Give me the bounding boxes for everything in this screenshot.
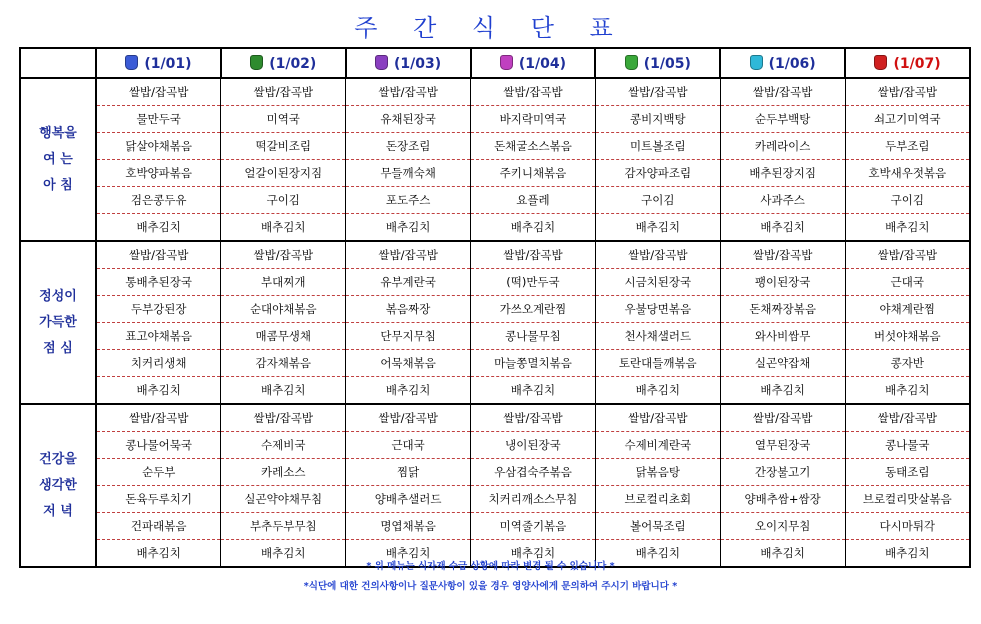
menu-item: 실곤약야채무침 <box>221 486 346 513</box>
menu-item: 바지락미역국 <box>471 106 596 133</box>
menu-item: 구이김 <box>221 187 346 214</box>
day-header-4 <box>471 48 596 78</box>
menu-row <box>20 214 970 242</box>
meal-label <box>20 241 96 404</box>
header-corner-cell <box>20 48 96 78</box>
meal-label-line: 점 심 <box>43 340 73 356</box>
menu-item: 간장불고기 <box>720 459 845 486</box>
menu-item: 치커리깨소스무침 <box>471 486 596 513</box>
menu-row <box>20 160 970 187</box>
day-header-3 <box>346 48 471 78</box>
menu-item: 배추김치 <box>96 214 221 242</box>
menu-item: 쌀밥/잡곡밥 <box>471 404 596 432</box>
menu-item: 수제비국 <box>221 432 346 459</box>
menu-item: 구이김 <box>845 187 970 214</box>
menu-item: 미트볼조림 <box>595 133 720 160</box>
menu-item: 어묵채볶음 <box>346 350 471 377</box>
menu-item: 브로컬리맛살볶음 <box>845 486 970 513</box>
menu-item: 유부계란국 <box>346 269 471 296</box>
menu-item: 배추김치 <box>845 377 970 405</box>
menu-item: 단무지무침 <box>346 323 471 350</box>
menu-item: 근대국 <box>346 432 471 459</box>
menu-item: 열무된장국 <box>720 432 845 459</box>
meal-label-line: 아 침 <box>43 177 73 193</box>
menu-item: 브로컬리초회 <box>595 486 720 513</box>
menu-item: 냉이된장국 <box>471 432 596 459</box>
menu-item: 돈채굴소스볶음 <box>471 133 596 160</box>
menu-item: 볶음짜장 <box>346 296 471 323</box>
menu-body <box>20 78 970 567</box>
menu-item: 배추된장지짐 <box>720 160 845 187</box>
notice-change: * 위 메뉴는 식자재 수급 상황에 따라 변경 될 수 있습니다 * <box>366 561 615 572</box>
meal-label-line: 가득한 <box>39 314 77 330</box>
menu-item: 돈채짜장볶음 <box>720 296 845 323</box>
menu-item: 실곤약잡채 <box>720 350 845 377</box>
menu-row <box>20 78 970 106</box>
menu-item: 쌀밥/잡곡밥 <box>471 78 596 106</box>
day-header-1 <box>96 48 221 78</box>
menu-row <box>20 513 970 540</box>
menu-item: 콩자반 <box>845 350 970 377</box>
menu-item: 두부강된장 <box>96 296 221 323</box>
menu-item: 돈육두루치기 <box>96 486 221 513</box>
menu-item: 유채된장국 <box>346 106 471 133</box>
menu-row <box>20 377 970 405</box>
menu-item: 야채계란찜 <box>845 296 970 323</box>
menu-item: 배추김치 <box>471 214 596 242</box>
menu-item: 콩비지백탕 <box>595 106 720 133</box>
menu-item: 우삼겹숙주볶음 <box>471 459 596 486</box>
menu-item: 배추김치 <box>346 214 471 242</box>
menu-item: 팽이된장국 <box>720 269 845 296</box>
day-icon <box>625 55 638 70</box>
menu-item: 배추김치 <box>595 214 720 242</box>
menu-item: 천사채샐러드 <box>595 323 720 350</box>
menu-item: 표고야채볶음 <box>96 323 221 350</box>
menu-item: 통배추된장국 <box>96 269 221 296</box>
menu-item: 배추김치 <box>471 377 596 405</box>
menu-item: 양배추샐러드 <box>346 486 471 513</box>
menu-item: 명엽채볶음 <box>346 513 471 540</box>
menu-item: 포도주스 <box>346 187 471 214</box>
menu-item: 배추김치 <box>221 540 346 568</box>
menu-item: 배추김치 <box>595 377 720 405</box>
menu-item: 오이지무침 <box>720 513 845 540</box>
menu-item: 콩나물무침 <box>471 323 596 350</box>
menu-item: 쌀밥/잡곡밥 <box>221 404 346 432</box>
menu-item: 검은콩두유 <box>96 187 221 214</box>
menu-item: 카레소스 <box>221 459 346 486</box>
menu-item: 떡갈비조림 <box>221 133 346 160</box>
day-icon <box>750 55 763 70</box>
menu-item: 배추김치 <box>845 214 970 242</box>
menu-item: 우불당면볶음 <box>595 296 720 323</box>
menu-item: 물만두국 <box>96 106 221 133</box>
menu-item: 쌀밥/잡곡밥 <box>845 78 970 106</box>
day-header-2 <box>221 48 346 78</box>
day-date: (1/02) <box>269 55 317 72</box>
menu-item: 쌀밥/잡곡밥 <box>96 404 221 432</box>
menu-item: 와사비쌈무 <box>720 323 845 350</box>
menu-item: 호박양파볶음 <box>96 160 221 187</box>
menu-item: 배추김치 <box>346 540 471 568</box>
menu-item: 쌀밥/잡곡밥 <box>346 78 471 106</box>
page-title: 주 간 식 단 표 <box>354 14 627 42</box>
menu-item: 쌀밥/잡곡밥 <box>346 404 471 432</box>
menu-item: 배추김치 <box>471 540 596 568</box>
menu-item: 배추김치 <box>221 214 346 242</box>
menu-item: 배추김치 <box>595 540 720 568</box>
menu-item: (떡)만두국 <box>471 269 596 296</box>
menu-item: 닭볶음탕 <box>595 459 720 486</box>
menu-item: 쌀밥/잡곡밥 <box>96 241 221 269</box>
menu-item: 쌀밥/잡곡밥 <box>595 241 720 269</box>
menu-item: 배추김치 <box>221 377 346 405</box>
day-date: (1/06) <box>768 55 816 72</box>
day-icon <box>125 55 138 70</box>
day-icon <box>250 55 263 70</box>
meal-label-line: 저 녁 <box>43 503 73 519</box>
menu-item: 쌀밥/잡곡밥 <box>471 241 596 269</box>
menu-item: 건파래볶음 <box>96 513 221 540</box>
menu-row <box>20 133 970 160</box>
menu-item: 쌀밥/잡곡밥 <box>845 404 970 432</box>
menu-item: 미역국 <box>221 106 346 133</box>
menu-item: 미역줄기볶음 <box>471 513 596 540</box>
menu-item: 사과주스 <box>720 187 845 214</box>
menu-item: 쌀밥/잡곡밥 <box>595 404 720 432</box>
menu-item: 쌀밥/잡곡밥 <box>221 241 346 269</box>
menu-item: 버섯야채볶음 <box>845 323 970 350</box>
day-header-5 <box>595 48 720 78</box>
menu-item: 시금치된장국 <box>595 269 720 296</box>
menu-item: 쌀밥/잡곡밥 <box>845 241 970 269</box>
menu-item: 콩나물어묵국 <box>96 432 221 459</box>
menu-item: 배추김치 <box>96 377 221 405</box>
meal-label-line: 생각한 <box>39 477 77 493</box>
menu-row <box>20 241 970 269</box>
menu-item: 감자양파조림 <box>595 160 720 187</box>
menu-item: 요플레 <box>471 187 596 214</box>
day-header-7 <box>845 48 970 78</box>
day-date: (1/05) <box>643 55 691 72</box>
day-icon <box>375 55 388 70</box>
day-date: (1/01) <box>144 55 192 72</box>
menu-item: 배추김치 <box>346 377 471 405</box>
day-date: (1/04) <box>518 55 567 72</box>
menu-item: 근대국 <box>845 269 970 296</box>
menu-row <box>20 323 970 350</box>
menu-item: 콩나물국 <box>845 432 970 459</box>
menu-item: 두부조림 <box>845 133 970 160</box>
menu-item: 쌀밥/잡곡밥 <box>720 241 845 269</box>
menu-item: 돈장조림 <box>346 133 471 160</box>
day-icon <box>874 55 887 70</box>
notice-contact: *식단에 대한 건의사항이나 질문사항이 있을 경우 영양사에게 문의하여 주시기 바랍니다 * <box>303 581 678 592</box>
menu-item: 쌀밥/잡곡밥 <box>96 78 221 106</box>
menu-item: 수제비계란국 <box>595 432 720 459</box>
menu-item: 배추김치 <box>720 377 845 405</box>
menu-item: 쇠고기미역국 <box>845 106 970 133</box>
day-icon <box>500 55 513 70</box>
meal-label-line: 여 는 <box>43 151 73 167</box>
menu-row <box>20 187 970 214</box>
menu-item: 마늘쫑멸치볶음 <box>471 350 596 377</box>
weekly-menu-table <box>19 47 971 568</box>
menu-item: 감자채볶음 <box>221 350 346 377</box>
meal-label <box>20 78 96 241</box>
menu-row <box>20 350 970 377</box>
menu-item: 닭살야채볶음 <box>96 133 221 160</box>
menu-item: 찜닭 <box>346 459 471 486</box>
day-header-6 <box>720 48 845 78</box>
day-date: (1/03) <box>394 55 442 72</box>
menu-row <box>20 269 970 296</box>
meal-label-line: 건강을 <box>39 451 77 467</box>
menu-item: 쌀밥/잡곡밥 <box>221 78 346 106</box>
menu-item: 양배추쌈+쌈장 <box>720 486 845 513</box>
menu-item: 부추두부무침 <box>221 513 346 540</box>
menu-item: 치커리생채 <box>96 350 221 377</box>
menu-item: 순두부 <box>96 459 221 486</box>
menu-item: 볼어묵조림 <box>595 513 720 540</box>
menu-row <box>20 404 970 432</box>
menu-item: 배추김치 <box>845 540 970 568</box>
meal-label-line: 행복을 <box>39 125 77 141</box>
menu-item: 쌀밥/잡곡밥 <box>346 241 471 269</box>
menu-item: 쌀밥/잡곡밥 <box>720 78 845 106</box>
header-row <box>20 48 970 78</box>
menu-item: 순대야채볶음 <box>221 296 346 323</box>
menu-item: 매콤무생채 <box>221 323 346 350</box>
menu-item: 주키니채볶음 <box>471 160 596 187</box>
menu-row <box>20 486 970 513</box>
menu-item: 토란대들깨볶음 <box>595 350 720 377</box>
menu-item: 쌀밥/잡곡밥 <box>595 78 720 106</box>
menu-row <box>20 296 970 323</box>
meal-label-line: 정성이 <box>39 288 77 304</box>
menu-item: 무들깨숙채 <box>346 160 471 187</box>
day-date: (1/07) <box>893 55 941 72</box>
menu-item: 부대찌개 <box>221 269 346 296</box>
menu-row <box>20 459 970 486</box>
menu-item: 동태조림 <box>845 459 970 486</box>
menu-item: 얼갈이된장지짐 <box>221 160 346 187</box>
menu-item: 배추김치 <box>720 214 845 242</box>
menu-item: 쌀밥/잡곡밥 <box>720 404 845 432</box>
menu-item: 구이김 <box>595 187 720 214</box>
menu-item: 배추김치 <box>720 540 845 568</box>
meal-label <box>20 404 96 567</box>
menu-item: 호박새우젓볶음 <box>845 160 970 187</box>
menu-item: 배추김치 <box>96 540 221 568</box>
menu-item: 순두부백탕 <box>720 106 845 133</box>
menu-item: 카레라이스 <box>720 133 845 160</box>
menu-row <box>20 432 970 459</box>
menu-item: 가쓰오계란찜 <box>471 296 596 323</box>
menu-item: 다시마튀각 <box>845 513 970 540</box>
menu-row <box>20 106 970 133</box>
